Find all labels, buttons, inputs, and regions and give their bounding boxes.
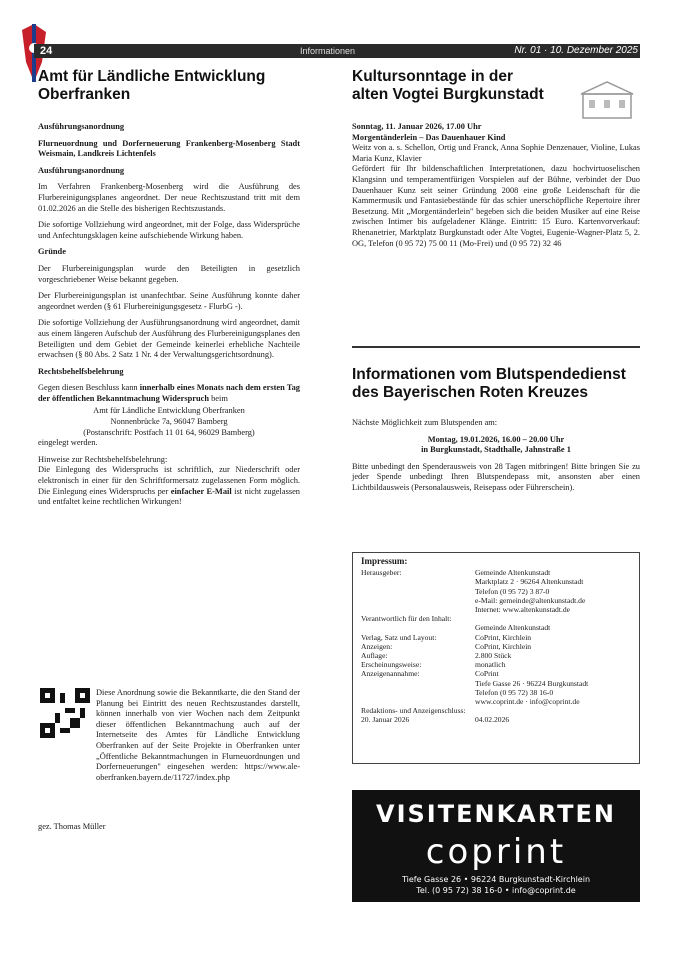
impressum-key: Erscheinungsweise: bbox=[361, 660, 422, 670]
paragraph bbox=[38, 465, 300, 507]
project-name: Flurneuordnung und Dorferneuerung Frankenberg-Mosenberg Stadt Weismain, Landkreis Lichtenfels bbox=[38, 138, 300, 159]
text-run-bold: einfacher E-Mail bbox=[170, 486, 232, 496]
right-article bbox=[352, 68, 574, 104]
paragraph: Im Verfahren Frankenberg-Mosenberg wird die Ausführung des Flurbereinigungsplanes angeordnet. Der neue Rechtszustand tritt mit dem 01.02.2026 an die Stelle des bisherigen Rechtszustands. bbox=[38, 182, 300, 213]
impressum-key: Verlag, Satz und Layout: bbox=[361, 632, 437, 642]
impressum-row bbox=[361, 577, 631, 586]
online-notice: Diese Anordnung sowie die Bekanntkarte, die den Stand der Planung bei Eintritt des neuen Rechtszustandes darstellt, können innerhalb von vier Wochen nach dem Zeitpunkt dieser öffentlichen Bekanntmachung auch auf der Internetseite des Amtes für Ländliche Entwicklung Oberfranken auf der Seite Projekte in Oberfranken unter „Öffentliche Bekanntmachungen in Flurneuordnungen und Dorferneuerungen" eingesehen werden: https://www.ale-oberfranken.bayern.de/11727/index.php bbox=[96, 688, 300, 782]
impressum-key bbox=[361, 679, 475, 688]
impressum-value: Gemeinde Altenkunstadt bbox=[475, 568, 551, 578]
paragraph: Bitte unbedingt den Spenderausweis von 28 Tagen mitbringen! Bitte bringen Sie zu jeder Spende unbedingt Ihren Blutspendepass mit, ansonsten aber einen Lichtbildausweis (Personalausweis, Reisepass oder Führerschein). bbox=[352, 461, 640, 492]
ad-headline: VISITENKARTEN bbox=[376, 800, 616, 828]
impressum-key bbox=[361, 605, 475, 614]
impressum-key bbox=[361, 697, 475, 706]
building-icon bbox=[577, 80, 637, 120]
impressum-value: 2.800 Stück bbox=[475, 651, 512, 661]
kicker: Ausführungsanordnung bbox=[38, 165, 125, 175]
event-description: Gefördert für Ihr bildenschaftlichen Interpretationen, dazu hochvirtuoselischen Klangsinn und temperamentfürigen Vorspielen auf der Bühne, verbindet der Duo Dauenhauer Kunz seit seiner Gründung 2008 eine große Leidenschaft für die Kammermusik und Fantasiebestände für das schier unerschöpfliche Repertoire ihrer Besetzung. Mit „Morgentänderlein" begeben sich die beiden Musiker auf eine Reise zwischen Intimer bis aufgeladener Klänge. Eintritt: 15 Euro. Kartenvorverkauf: Rhenanetrier, Marktplatz Burgkunstadt oder Alte Vogtei, Eugenie-Wagner-Platz 5, 2. OG, Telefon (0 95 72) 75 00 11 (Mo-Frei) und (0 95 72) 32 46 bbox=[352, 164, 640, 248]
impressum-key: Anzeigen: bbox=[361, 641, 393, 651]
impressum-value: e-Mail: gemeinde@altenkunstadt.de bbox=[475, 595, 586, 605]
impressum-key: 20. Januar 2026 bbox=[361, 715, 410, 725]
impressum-row bbox=[361, 568, 631, 577]
text-run: beim bbox=[209, 393, 228, 403]
impressum-key bbox=[361, 623, 475, 632]
impressum-value: CoPrint bbox=[475, 669, 499, 679]
impressum-row bbox=[361, 642, 631, 651]
article-title-line1: Informationen vom Blutspendedienst bbox=[352, 366, 626, 383]
impressum-value: CoPrint, Kirchlein bbox=[475, 641, 532, 651]
event-cast: Weitz von a. s. Schellon, Ortig und Franck, Anna Sophie Denzenauer, Violine, Lukas Maria Kunz, Klavier bbox=[352, 143, 640, 163]
intro: Nächste Möglichkeit zum Blutspenden am: bbox=[352, 418, 498, 427]
impressum-value: Telefon (0 95 72) 3 87-0 bbox=[475, 586, 550, 596]
impressum-value: Tiefe Gasse 26 · 96224 Burgkunstadt bbox=[475, 678, 589, 688]
impressum-rows bbox=[361, 568, 631, 724]
impressum-value: CoPrint, Kirchlein bbox=[475, 632, 532, 642]
article-title-line2: des Bayerischen Roten Kreuzes bbox=[352, 384, 589, 401]
donation-place: in Burgkunstadt, Stadthalle, Jahnstraße 1 bbox=[421, 445, 571, 455]
ad-contact-line: Tel. (0 95 72) 38 16-0 • info@coprint.de bbox=[416, 886, 576, 895]
article-title-line1: Kultursonntage in der bbox=[352, 68, 514, 85]
text-run: Gegen diesen Beschluss kann bbox=[38, 383, 140, 393]
section-heading: Gründe bbox=[38, 247, 66, 257]
impressum-key bbox=[361, 688, 475, 697]
ad-logo: coprint bbox=[425, 832, 567, 872]
impressum-row bbox=[361, 669, 631, 678]
paragraph: Die sofortige Vollziehung der Ausführungsanordnung wird angeordnet, damit aus einem längeren Aufschub der Ausführung des Flurbereinigungsplanes den Beteiligten und dem Gebiet der Gemeinde keinerlei erhebliche Nachteile erwachsen (§ 80 Abs. 2 Satz 1 Nr. 4 der Verwaltungsgerichtsordnung). bbox=[38, 318, 300, 360]
impressum-row bbox=[361, 679, 631, 688]
issue-info: Nr. 01 · 10. Dezember 2025 bbox=[514, 45, 638, 56]
section-heading: Rechtsbehelfsbelehrung bbox=[38, 366, 124, 376]
impressum-row bbox=[361, 715, 631, 724]
kicker: Ausführungsanordnung bbox=[38, 122, 125, 131]
concert-body bbox=[352, 122, 640, 249]
impressum-row bbox=[361, 596, 631, 605]
address-line: Nonnenbrücke 7a, 96047 Bamberg bbox=[110, 417, 228, 427]
article-title-line2: Oberfranken bbox=[38, 86, 131, 103]
paragraph: Der Flurbereinigungsplan wurde den Beteiligten in gesetzlich vorgeschriebener Weise bekannt gegeben. bbox=[38, 263, 300, 284]
impressum-value: Gemeinde Altenkunstadt bbox=[475, 623, 551, 633]
impressum-key: Auflage: bbox=[361, 651, 388, 661]
text-run: Die Einlegung des Widerspruchs ist schriftlich, zur Niederschrift oder elektronisch in einer für den Schriftformersatz zugelassenen Form möglich. Die Einlegung eines Widerspruchs per bbox=[38, 465, 300, 496]
text-run: ist nicht zugelassen und entfaltet keine rechtlichen Wirkungen! bbox=[38, 486, 300, 507]
header-section: Informationen bbox=[300, 46, 356, 56]
impressum-value: monatlich bbox=[475, 660, 506, 670]
impressum-key bbox=[361, 577, 475, 586]
impressum-value: Marktplatz 2 · 96264 Altenkunstadt bbox=[475, 577, 584, 587]
impressum-value: www.coprint.de · info@coprint.de bbox=[475, 697, 580, 707]
impressum-value: 04.02.2026 bbox=[475, 715, 510, 725]
left-article bbox=[38, 68, 300, 514]
impressum-box bbox=[352, 552, 640, 764]
impressum-row bbox=[361, 697, 631, 706]
qr-code-icon bbox=[40, 688, 90, 738]
impressum-row bbox=[361, 623, 631, 632]
address-line: (Postanschrift: Postfach 11 01 64, 96029 Bamberg) bbox=[83, 427, 255, 437]
hint-heading: Hinweise zur Rechtsbehelfsbelehrung: bbox=[38, 454, 168, 464]
signature: gez. Thomas Müller bbox=[38, 822, 106, 831]
text-run-bold: innerhalb eines Monats nach dem ersten Tag der öffentlichen Bekanntmachung Widerspruch bbox=[38, 383, 300, 403]
advertisement bbox=[352, 790, 640, 902]
impressum-row bbox=[361, 633, 631, 642]
impressum-key: Herausgeber: bbox=[361, 568, 402, 578]
ad-contact-line: Tiefe Gasse 26 • 96224 Burgkunstadt-Kirchlein bbox=[401, 875, 591, 884]
address-line: Amt für Ländliche Entwicklung Oberfranken bbox=[93, 406, 245, 416]
article-title-line2: alten Vogtei Burgkunstadt bbox=[352, 86, 544, 103]
paragraph bbox=[38, 383, 300, 404]
impressum-key: Anzeigenannahme: bbox=[361, 669, 420, 679]
divider bbox=[352, 346, 640, 348]
paragraph: Der Flurbereinigungsplan ist unanfechtbar. Seine Ausführung konnte daher angeordnet werden (§ 61 Flurbereinigungsgesetz - FlurbG -). bbox=[38, 291, 300, 311]
event-title: Morgentänderlein – Das Dauenhauer Kind bbox=[352, 132, 506, 142]
address-line: eingelegt werden. bbox=[38, 438, 98, 448]
impressum-row bbox=[361, 605, 631, 614]
impressum-key: Redaktions- und Anzeigenschluss: bbox=[361, 706, 466, 716]
impressum-title: Impressum: bbox=[361, 556, 408, 566]
impressum-value: Telefon (0 95 72) 38 16-0 bbox=[475, 687, 554, 697]
ad-contact bbox=[352, 874, 640, 896]
impressum-row bbox=[361, 660, 631, 669]
impressum-key: Verantwortlich für den Inhalt: bbox=[361, 614, 452, 624]
impressum-row bbox=[361, 688, 631, 697]
impressum-value: Internet: www.altenkunstadt.de bbox=[475, 605, 571, 615]
impressum-row bbox=[361, 587, 631, 596]
donation-date: Montag, 19.01.2026, 16.00 – 20.00 Uhr bbox=[427, 434, 565, 444]
impressum-key bbox=[361, 587, 475, 596]
impressum-row bbox=[361, 614, 631, 623]
impressum-row bbox=[361, 706, 631, 715]
page-number: 24 bbox=[40, 45, 53, 57]
blood-donation-article bbox=[352, 366, 640, 500]
event-date: Sonntag, 11. Januar 2026, 17.00 Uhr bbox=[352, 122, 482, 131]
impressum-key bbox=[361, 596, 475, 605]
paragraph: Die sofortige Vollziehung wird angeordnet, mit der Folge, dass Widersprüche und Anfechtungsklagen keine aufschiebende Wirkung haben. bbox=[38, 220, 300, 240]
article-title-line1: Amt für Ländliche Entwicklung bbox=[38, 68, 266, 85]
impressum-row bbox=[361, 651, 631, 660]
